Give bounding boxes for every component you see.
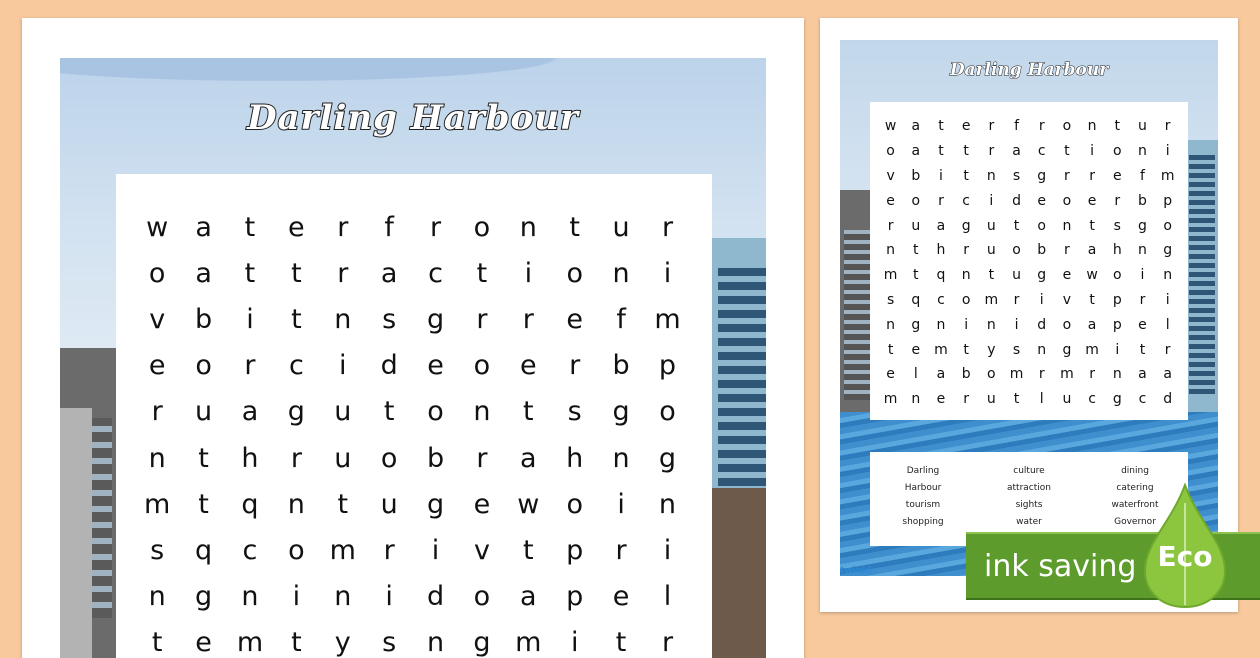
word-list-item: Governor xyxy=(1114,517,1156,527)
grid-letter: l xyxy=(913,366,918,383)
grid-letter: t xyxy=(337,488,349,520)
word-list-item: catering xyxy=(1116,483,1154,493)
grid-letter: n xyxy=(986,167,996,184)
grid-letter: a xyxy=(1163,366,1172,383)
grid-letter: r xyxy=(938,192,944,209)
grid-letter: d xyxy=(380,350,398,382)
word-list-item: dining xyxy=(1121,466,1149,476)
grid-letter: g xyxy=(1037,167,1047,184)
grid-letter: e xyxy=(566,303,584,335)
grid-letter: t xyxy=(291,303,302,335)
word-list-item: waterfront xyxy=(1111,500,1159,510)
grid-letter: t xyxy=(963,341,969,358)
grid-letter: n xyxy=(519,211,537,243)
grid-letter: d xyxy=(1037,316,1047,333)
grid-letter: r xyxy=(1164,118,1171,135)
grid-letter: r xyxy=(963,391,970,408)
grid-letter: n xyxy=(961,267,971,284)
grid-letter: o xyxy=(1062,316,1072,333)
grid-letter: g xyxy=(287,396,305,428)
grid-letter: n xyxy=(612,257,630,289)
grid-letter: o xyxy=(1012,242,1021,259)
grid-letter: i xyxy=(385,581,393,613)
grid-letter: y xyxy=(987,341,996,358)
grid-letter: s xyxy=(567,396,582,428)
grid-letter: n xyxy=(886,316,896,333)
grid-letter: r xyxy=(569,350,581,382)
grid-letter: r xyxy=(244,350,256,382)
grid-letter: t xyxy=(1013,391,1020,408)
grid-letter: a xyxy=(520,581,537,613)
grid-letter: f xyxy=(1140,167,1145,184)
grid-letter: c xyxy=(428,257,443,289)
grid-letter: f xyxy=(384,211,394,243)
grid-letter: b xyxy=(961,366,971,383)
grid-letter: e xyxy=(911,341,921,358)
grid-letter: r xyxy=(1064,242,1070,259)
grid-letter: t xyxy=(887,341,894,358)
grid-letter: w xyxy=(1086,267,1098,284)
grid-letter: t xyxy=(151,627,163,658)
grid-letter: b xyxy=(612,350,630,382)
grid-letter: r xyxy=(1139,291,1146,308)
grid-letter: q xyxy=(936,267,946,284)
grid-letter: p xyxy=(566,581,584,613)
grid-letter: t xyxy=(476,257,488,289)
grid-letter: o xyxy=(380,442,398,474)
grid-letter: t xyxy=(383,396,395,428)
grid-letter: s xyxy=(382,627,397,658)
grid-letter: i xyxy=(1090,143,1095,160)
grid-letter: r xyxy=(887,217,894,234)
grid-letter: r xyxy=(429,211,442,243)
grid-letter: i xyxy=(339,350,347,382)
grid-letter: o xyxy=(566,488,583,520)
worksheet-title: Darling Harbour xyxy=(247,98,579,138)
grid-letter: n xyxy=(986,316,996,333)
grid-letter: g xyxy=(426,488,445,520)
grid-letter: s xyxy=(1113,217,1121,234)
grid-letter: q xyxy=(195,534,213,566)
grid-letter: t xyxy=(1089,217,1095,234)
grid-letter: b xyxy=(426,442,445,474)
grid-letter: m xyxy=(515,627,542,658)
word-search-panel xyxy=(116,174,712,658)
grid-letter: m xyxy=(883,267,898,284)
grid-letter: i xyxy=(1165,291,1170,308)
grid-letter: p xyxy=(1163,192,1173,209)
grid-letter: t xyxy=(938,143,944,160)
brand-logo: twinkl xyxy=(840,566,872,576)
word-search-panel xyxy=(870,102,1188,420)
grid-letter: u xyxy=(334,442,352,474)
grid-letter: t xyxy=(291,627,302,658)
grid-letter: i xyxy=(1140,267,1145,284)
cloud-decoration xyxy=(60,58,766,98)
grid-letter: t xyxy=(244,211,256,243)
grid-letter: u xyxy=(380,488,398,520)
grid-letter: g xyxy=(658,442,677,474)
grid-letter: t xyxy=(291,257,302,289)
grid-letter: t xyxy=(198,442,209,474)
grid-letter: h xyxy=(566,442,584,474)
grid-letter: h xyxy=(936,242,946,259)
grid-letter: i xyxy=(246,303,254,335)
grid-letter: c xyxy=(1138,391,1147,408)
grid-letter: n xyxy=(1138,242,1147,259)
grid-letter: e xyxy=(520,350,537,382)
grid-letter: r xyxy=(1114,192,1121,209)
grid-letter: u xyxy=(986,217,996,234)
grid-letter: v xyxy=(886,167,895,184)
grid-letter: e xyxy=(148,350,166,382)
grid-letter: i xyxy=(964,316,969,333)
grid-letter: i xyxy=(431,534,440,566)
grid-letter: n xyxy=(473,396,491,428)
grid-letter: v xyxy=(473,534,490,566)
grid-letter: a xyxy=(520,442,537,474)
grid-letter: c xyxy=(937,291,945,308)
grid-letter: m xyxy=(144,488,171,520)
grid-letter: o xyxy=(427,396,444,428)
grid-letter: a xyxy=(1012,143,1021,160)
grid-letter: i xyxy=(1115,341,1120,358)
grid-letter: b xyxy=(911,167,921,184)
grid-letter: u xyxy=(1062,391,1072,408)
worksheet-title: Darling Harbour xyxy=(949,60,1109,80)
grid-letter: v xyxy=(1062,291,1072,308)
grid-letter: a xyxy=(380,257,398,289)
grid-letter: f xyxy=(616,303,626,335)
letter-grid xyxy=(878,114,1180,412)
word-list-item: shopping xyxy=(902,517,944,527)
grid-letter: e xyxy=(1138,316,1147,333)
word-list-item: water xyxy=(1016,517,1042,527)
grid-letter: r xyxy=(1089,167,1095,184)
word-list-item: attraction xyxy=(1007,483,1051,493)
grid-letter: c xyxy=(288,350,304,382)
grid-letter: e xyxy=(427,350,444,382)
grid-letter: i xyxy=(989,192,994,209)
grid-letter: i xyxy=(939,167,943,184)
grid-letter: q xyxy=(911,291,921,308)
grid-letter: m xyxy=(1160,167,1175,184)
grid-letter: s xyxy=(1012,341,1021,358)
grid-letter: o xyxy=(148,257,166,289)
grid-letter: n xyxy=(936,316,946,333)
grid-letter: t xyxy=(963,143,969,160)
grid-letter: u xyxy=(986,391,996,408)
grid-letter: m xyxy=(654,303,681,335)
grid-letter: o xyxy=(961,291,971,308)
grid-letter: m xyxy=(1085,341,1099,358)
grid-letter: r xyxy=(988,143,995,160)
grid-letter: r xyxy=(337,211,349,243)
grid-letter: o xyxy=(195,350,212,382)
grid-letter: a xyxy=(936,366,946,383)
grid-letter: p xyxy=(566,534,584,566)
grid-letter: e xyxy=(612,581,630,613)
grid-letter: r xyxy=(151,396,163,428)
grid-letter: g xyxy=(426,303,445,335)
worksheet-artwork xyxy=(60,58,766,658)
building-left-illustration xyxy=(840,190,874,440)
grid-letter: o xyxy=(473,350,491,382)
grid-letter: a xyxy=(241,396,259,428)
grid-letter: e xyxy=(1062,267,1072,284)
grid-letter: t xyxy=(1139,341,1146,358)
grid-letter: i xyxy=(524,257,533,289)
grid-letter: e xyxy=(473,488,491,520)
grid-letter: d xyxy=(1012,192,1021,209)
grid-letter: l xyxy=(663,581,672,613)
grid-letter: u xyxy=(612,211,630,243)
grid-letter: n xyxy=(1112,366,1122,383)
grid-letter: u xyxy=(1138,118,1147,135)
grid-letter: c xyxy=(962,192,970,209)
grid-letter: r xyxy=(661,627,674,658)
grid-letter: n xyxy=(426,627,445,658)
grid-letter: h xyxy=(1112,242,1122,259)
grid-letter: n xyxy=(334,581,352,613)
grid-letter: l xyxy=(1165,316,1170,333)
grid-letter: n xyxy=(1163,267,1173,284)
grid-letter: t xyxy=(569,211,580,243)
building-right-illustration xyxy=(1186,140,1218,420)
grid-letter: g xyxy=(473,627,491,658)
grid-letter: t xyxy=(963,167,969,184)
grid-letter: a xyxy=(911,143,921,160)
word-list-item: Darling xyxy=(906,466,940,476)
grid-letter: t xyxy=(1064,143,1070,160)
grid-letter: n xyxy=(148,442,166,474)
grid-letter: o xyxy=(1062,118,1072,135)
grid-letter: e xyxy=(195,627,212,658)
grid-letter: g xyxy=(1062,341,1072,358)
grid-letter: n xyxy=(1062,217,1072,234)
grid-letter: r xyxy=(476,303,488,335)
grid-letter: w xyxy=(884,118,897,135)
grid-letter: s xyxy=(1012,167,1021,184)
grid-letter: t xyxy=(913,242,919,259)
grid-letter: o xyxy=(566,257,583,289)
grid-letter: n xyxy=(1087,118,1097,135)
grid-letter: o xyxy=(987,366,996,383)
grid-letter: t xyxy=(523,534,534,566)
grid-letter: r xyxy=(476,442,488,474)
grid-letter: e xyxy=(1112,167,1122,184)
grid-letter: t xyxy=(244,257,256,289)
grid-letter: u xyxy=(195,396,213,428)
grid-letter: g xyxy=(961,217,971,234)
grid-letter: o xyxy=(473,581,491,613)
grid-letter: m xyxy=(883,391,898,408)
grid-letter: r xyxy=(615,534,627,566)
grid-letter: n xyxy=(1037,341,1047,358)
grid-letter: r xyxy=(1164,341,1171,358)
grid-letter: t xyxy=(988,267,995,284)
grid-letter: r xyxy=(1038,118,1045,135)
grid-letter: a xyxy=(936,217,946,234)
grid-letter: g xyxy=(911,316,921,333)
grid-letter: b xyxy=(195,303,213,335)
grid-letter: e xyxy=(961,118,971,135)
grid-letter: s xyxy=(886,291,895,308)
grid-letter: o xyxy=(659,396,676,428)
grid-letter: t xyxy=(913,267,919,284)
grid-letter: w xyxy=(146,211,169,243)
grid-letter: a xyxy=(195,257,212,289)
grid-letter: r xyxy=(383,534,395,566)
grid-letter: r xyxy=(290,442,302,474)
grid-letter: i xyxy=(292,581,301,613)
grid-letter: t xyxy=(1013,217,1020,234)
grid-letter: c xyxy=(1088,391,1096,408)
grid-letter: g xyxy=(195,581,213,613)
grid-letter: a xyxy=(1087,316,1097,333)
grid-letter: i xyxy=(617,488,625,520)
grid-letter: m xyxy=(1060,366,1074,383)
grid-letter: b xyxy=(1138,192,1147,209)
grid-letter: g xyxy=(1037,267,1047,284)
grid-letter: m xyxy=(236,627,264,658)
grid-letter: e xyxy=(886,366,895,383)
grid-letter: a xyxy=(1138,366,1147,383)
grid-letter: e xyxy=(886,192,895,209)
grid-letter: v xyxy=(149,303,166,335)
grid-letter: m xyxy=(329,534,356,566)
word-list-item: culture xyxy=(1013,466,1045,476)
grid-letter: c xyxy=(242,534,258,566)
grid-letter: a xyxy=(911,118,921,135)
grid-letter: o xyxy=(1037,217,1046,234)
grid-letter: n xyxy=(612,442,630,474)
grid-letter: a xyxy=(195,211,212,243)
grid-letter: w xyxy=(517,488,540,520)
grid-letter: i xyxy=(663,257,672,289)
grid-letter: r xyxy=(988,118,995,135)
grid-letter: p xyxy=(658,350,677,382)
grid-letter: p xyxy=(1112,291,1122,308)
grid-letter: g xyxy=(612,396,630,428)
grid-letter: r xyxy=(963,242,970,259)
word-list-item: sights xyxy=(1015,500,1043,510)
grid-letter: c xyxy=(1037,143,1046,160)
grid-letter: r xyxy=(1013,291,1020,308)
grid-letter: r xyxy=(522,303,534,335)
grid-letter: u xyxy=(1012,267,1021,284)
grid-letter: y xyxy=(334,627,351,658)
grid-letter: e xyxy=(288,211,305,243)
grid-letter: r xyxy=(661,211,674,243)
grid-letter: t xyxy=(523,396,534,428)
grid-letter: n xyxy=(287,488,305,520)
grid-letter: n xyxy=(241,581,259,613)
grid-letter: s xyxy=(150,534,165,566)
grid-letter: m xyxy=(984,291,999,308)
grid-letter: i xyxy=(1014,316,1019,333)
grid-letter: n xyxy=(148,581,166,613)
grid-letter: i xyxy=(1039,291,1044,308)
grid-letter: r xyxy=(1089,366,1095,383)
grid-letter: e xyxy=(1087,192,1097,209)
grid-letter: g xyxy=(1112,391,1122,408)
grid-letter: i xyxy=(663,534,672,566)
grid-letter: u xyxy=(334,396,352,428)
grid-letter: t xyxy=(615,627,627,658)
grid-letter: n xyxy=(334,303,352,335)
grid-letter: n xyxy=(886,242,896,259)
grid-letter: m xyxy=(1009,366,1024,383)
grid-letter: i xyxy=(1165,143,1170,160)
grid-letter: e xyxy=(1037,192,1047,209)
grid-letter: o xyxy=(1112,267,1122,284)
grid-letter: d xyxy=(1163,391,1173,408)
grid-letter: t xyxy=(1089,291,1095,308)
grid-letter: u xyxy=(911,217,921,234)
grid-letter: o xyxy=(886,143,895,160)
grid-letter: n xyxy=(911,391,921,408)
grid-letter: u xyxy=(986,242,996,259)
grid-letter: q xyxy=(241,488,259,520)
grid-letter: o xyxy=(1112,143,1122,160)
grid-letter: a xyxy=(1087,242,1097,259)
grid-letter: d xyxy=(426,581,445,613)
worksheet-preview-large xyxy=(22,18,804,658)
grid-letter: g xyxy=(1163,242,1173,259)
word-list-item: tourism xyxy=(905,500,941,510)
grid-letter: n xyxy=(1138,143,1147,160)
grid-letter: s xyxy=(382,303,397,335)
word-list-item: Harbour xyxy=(904,483,942,493)
grid-letter: t xyxy=(938,118,944,135)
grid-letter: t xyxy=(1114,118,1121,135)
eco-badge-label: Eco xyxy=(1157,540,1213,573)
grid-letter: g xyxy=(1138,217,1147,234)
grid-letter: o xyxy=(473,211,491,243)
grid-letter: o xyxy=(911,192,921,209)
grid-letter: h xyxy=(241,442,259,474)
grid-letter: m xyxy=(934,341,948,358)
grid-letter: r xyxy=(1038,366,1045,383)
grid-letter: i xyxy=(570,627,579,658)
grid-letter: r xyxy=(1064,167,1070,184)
grid-letter: o xyxy=(1163,217,1172,234)
grid-letter: f xyxy=(1014,118,1019,135)
grid-letter: l xyxy=(1039,391,1044,408)
grid-letter: e xyxy=(936,391,946,408)
grid-letter: o xyxy=(1062,192,1072,209)
grid-letter: r xyxy=(337,257,349,289)
ink-saving-label: ink saving xyxy=(984,548,1137,584)
grid-letter: b xyxy=(1037,242,1047,259)
letter-grid xyxy=(134,204,691,658)
grid-letter: p xyxy=(1112,316,1122,333)
grid-letter: t xyxy=(198,488,209,520)
grid-letter: o xyxy=(288,534,305,566)
grid-letter: n xyxy=(658,488,677,520)
